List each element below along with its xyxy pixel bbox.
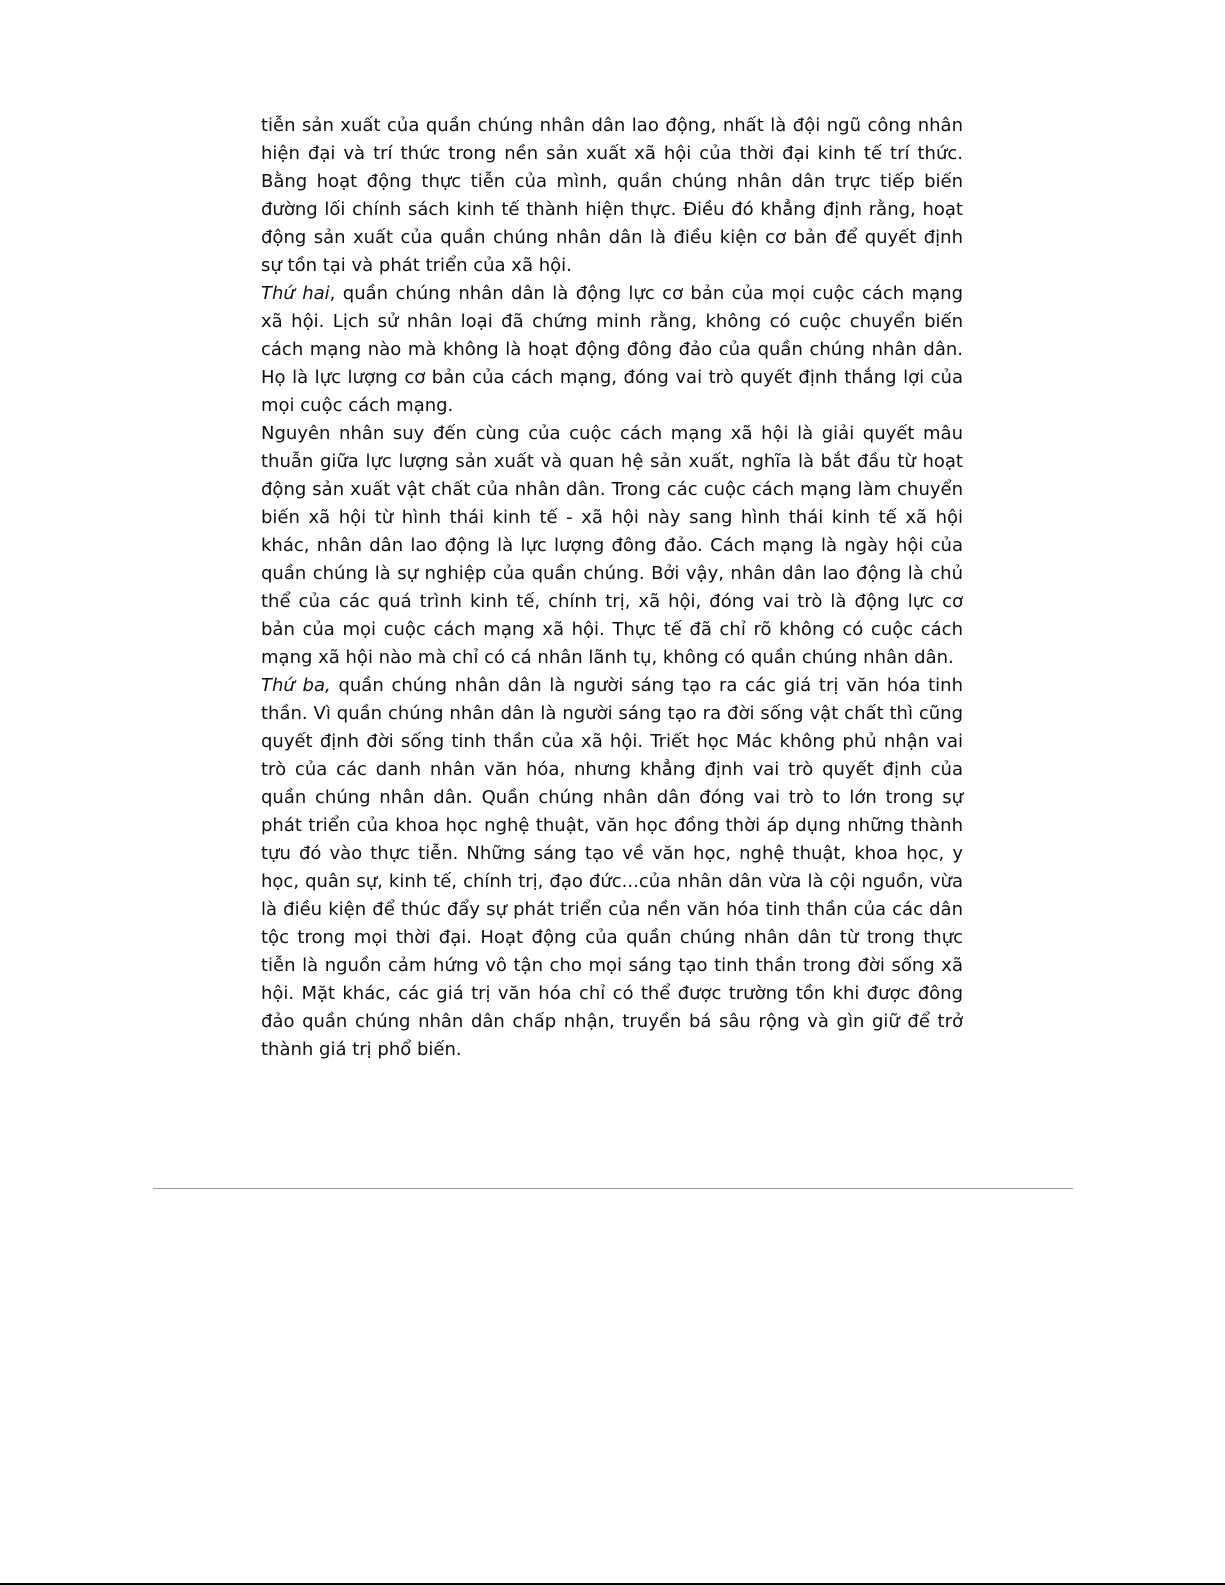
paragraph-3 <box>261 420 963 672</box>
paragraph-2-lead: Thứ hai <box>261 283 330 304</box>
paragraph-2-text: , quần chúng nhân dân là động lực cơ bản của mọi cuộc cách mạng xã hội. Lịch sử nhân loại đã chứng minh rằng, không có cuộc chuyển biến cách mạng nào mà không là hoạt động đông đảo của quần chúng nhân dân. Họ là lực lượng cơ bản của cách mạng, đóng vai trò quyết định thắng lợi của mọi cuộc cách mạng. <box>261 283 963 416</box>
paragraph-4 <box>261 672 963 1064</box>
paragraph-1-text: tiễn sản xuất của quần chúng nhân dân lao động, nhất là đội ngũ công nhân hiện đại và trí thức trong nền sản xuất xã hội của thời đại kinh tế trí thức. Bằng hoạt động thực tiễn của mình, quần chúng nhân dân trực tiếp biến đường lối chính sách kinh tế thành hiện thực. Điều đó khẳng định rằng, hoạt động sản xuất của quần chúng nhân dân là điều kiện cơ bản để quyết định sự tồn tại và phát triển của xã hội. <box>261 115 963 276</box>
paragraph-3-text: Nguyên nhân suy đến cùng của cuộc cách mạng xã hội là giải quyết mâu thuẫn giữa lực lượng sản xuất và quan hệ sản xuất, nghĩa là bắt đầu từ hoạt động sản xuất vật chất của nhân dân. Trong các cuộc cách mạng làm chuyển biến xã hội từ hình thái kinh tế - xã hội này sang hình thái kinh tế xã hội khác, nhân dân lao động là lực lượng đông đảo. Cách mạng là ngày hội của quần chúng là sự nghiệp của quần chúng. Bởi vậy, nhân dân lao động là chủ thể của các quá trình kinh tế, chính trị, xã hội, đóng vai trò là động lực cơ bản của mọi cuộc cách mạng xã hội. Thực tế đã chỉ rõ không có cuộc cách mạng xã hội nào mà chỉ có cá nhân lãnh tụ, không có quần chúng nhân dân. <box>261 423 963 668</box>
paragraph-2 <box>261 280 963 420</box>
body-text <box>261 112 963 1064</box>
page-divider <box>153 1188 1073 1189</box>
paragraph-4-lead: Thứ ba, <box>261 675 331 696</box>
paragraph-4-text: quần chúng nhân dân là người sáng tạo ra các giá trị văn hóa tinh thần. Vì quần chúng nhân dân là người sáng tạo ra đời sống vật chất thì cũng quyết định đời sống tinh thần của xã hội. Triết học Mác không phủ nhận vai trò của các danh nhân văn hóa, nhưng khẳng định vai trò quyết định của quần chúng nhân dân. Quần chúng nhân dân đóng vai trò to lớn trong sự phát triển của khoa học nghệ thuật, văn học đồng thời áp dụng những thành tựu đó vào thực tiễn. Những sáng tạo về văn học, nghệ thuật, khoa học, y học, quân sự, kinh tế, chính trị, đạo đức...của nhân dân vừa là cội nguồn, vừa là điều kiện để thúc đẩy sự phát triển của nền văn hóa tinh thần của các dân tộc trong mọi thời đại. Hoạt động của quần chúng nhân dân từ trong thực tiễn là nguồn cảm hứng vô tận cho mọi sáng tạo tinh thần trong đời sống xã hội. Mặt khác, các giá trị văn hóa chỉ có thể được trường tồn khi được đông đảo quần chúng nhân dân chấp nhận, truyền bá sâu rộng và gìn giữ để trở thành giá trị phổ biến. <box>261 675 963 1060</box>
paragraph-1 <box>261 112 963 280</box>
